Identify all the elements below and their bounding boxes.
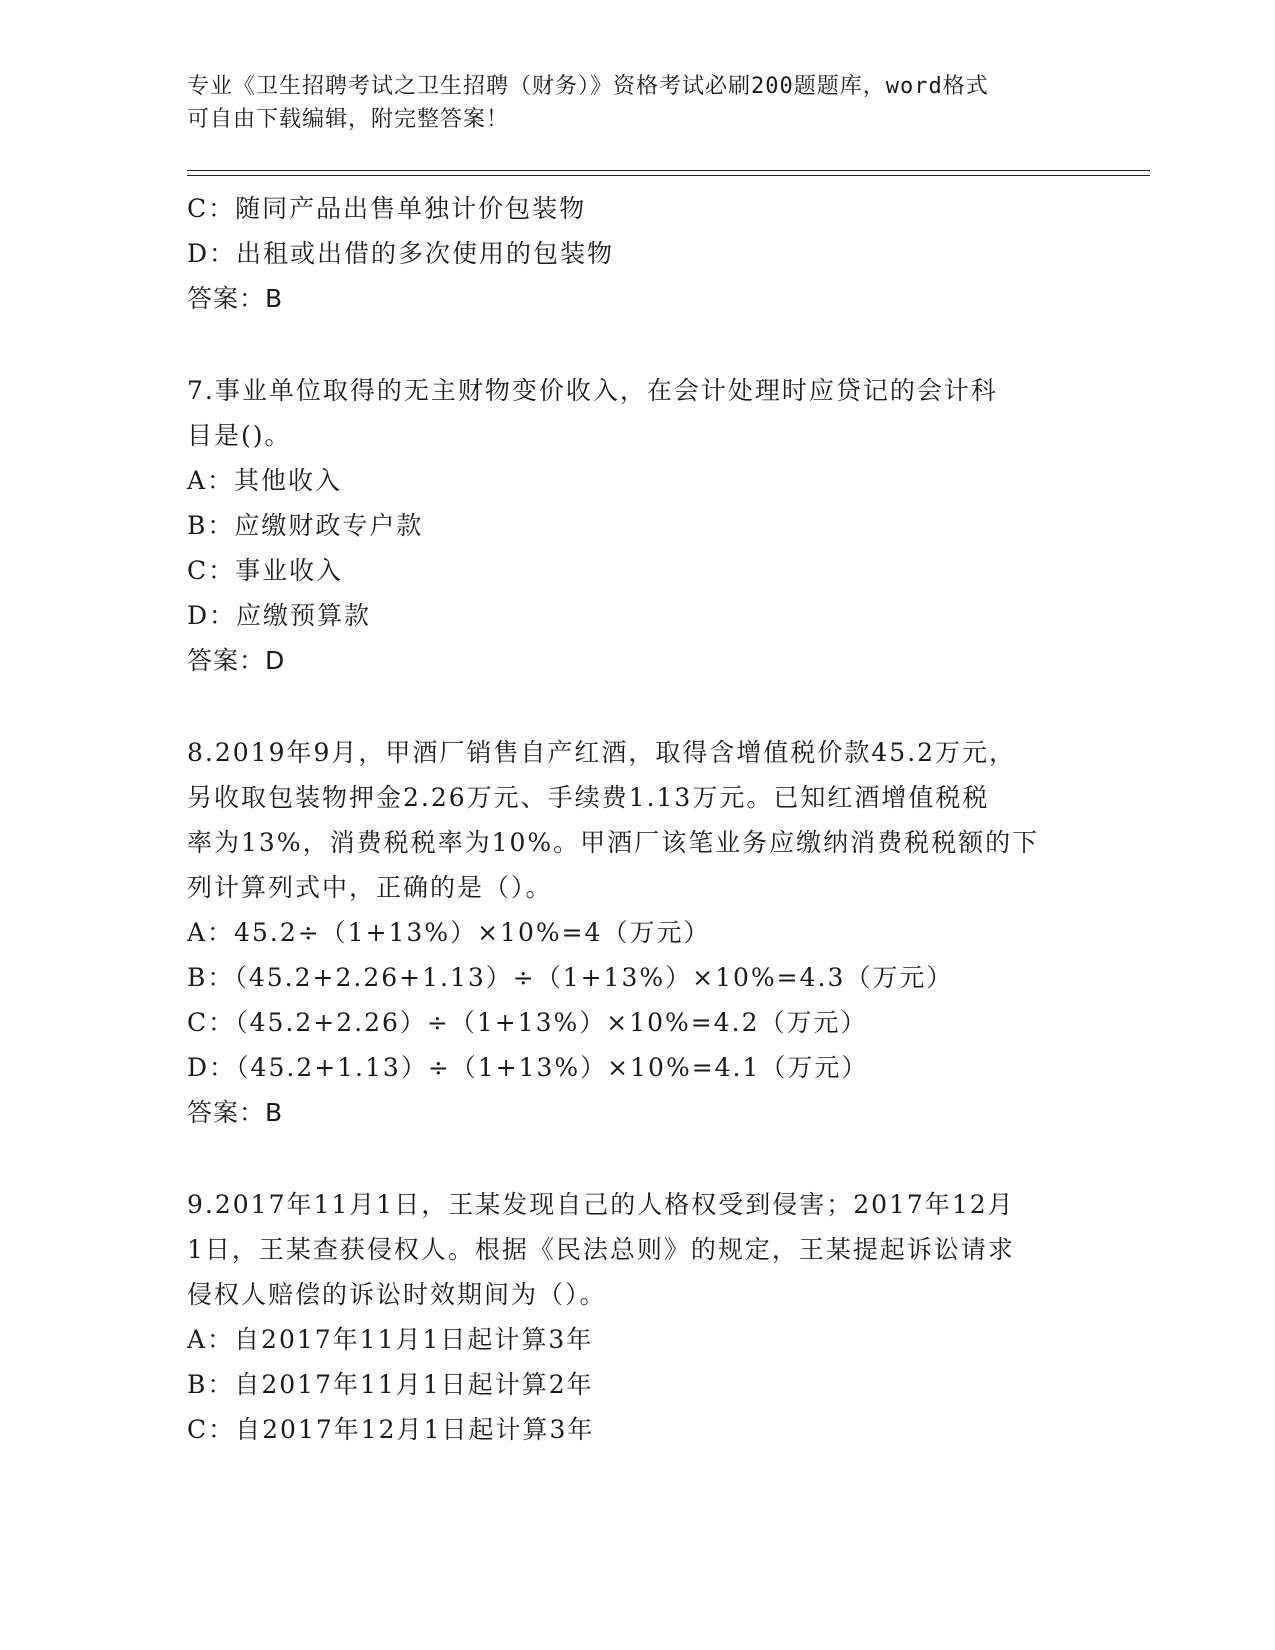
question-text-line: 1日，王某查获侵权人。根据《民法总则》的规定，王某提起诉讼请求 <box>187 1235 1015 1264</box>
option-b: B：自2017年11月1日起计算2年 <box>187 1370 594 1399</box>
answer: 答案：B <box>187 284 284 313</box>
option-c: C：自2017年12月1日起计算3年 <box>187 1415 595 1444</box>
question-text-line: 8.2019年9月，甲酒厂销售自产红酒，取得含增值税价款45.2万元， <box>187 738 1017 767</box>
question-content <box>187 186 1087 1452</box>
question-text-line: 另收取包装物押金2.26万元、手续费1.13万元。已知红酒增值税税 <box>187 783 990 812</box>
question-text-line: 率为13%，消费税税率为10%。甲酒厂该笔业务应缴纳消费税税额的下 <box>187 828 1040 857</box>
question-9 <box>187 1182 1087 1452</box>
option-b: B：（45.2+2.26+1.13）÷（1+13%）×10%=4.3（万元） <box>187 963 954 992</box>
option-c: C：随同产品出售单独计价包装物 <box>187 194 587 223</box>
option-a: A：自2017年11月1日起计算3年 <box>187 1325 594 1354</box>
option-a: A：45.2÷（1+13%）×10%=4（万元） <box>187 918 711 947</box>
question-7 <box>187 368 1087 683</box>
header-rule-top <box>187 170 1150 171</box>
question-8 <box>187 730 1087 1135</box>
answer: 答案：B <box>187 1098 284 1127</box>
question-text-line: 7.事业单位取得的无主财物变价收入，在会计处理时应贷记的会计科 <box>187 376 998 405</box>
answer: 答案：D <box>187 646 286 675</box>
header-rule-bottom <box>187 175 1150 176</box>
option-d: D：应缴预算款 <box>187 601 372 630</box>
option-c: C：事业收入 <box>187 556 344 585</box>
previous-question <box>187 186 1087 321</box>
question-text-line: 列计算列式中，正确的是（）。 <box>187 873 553 902</box>
option-b: B：应缴财政专户款 <box>187 511 424 540</box>
header-title-line-2: 可自由下载编辑，附完整答案！ <box>187 107 510 132</box>
option-c: C：（45.2+2.26）÷（1+13%）×10%=4.2（万元） <box>187 1008 868 1037</box>
page-header <box>187 70 1087 136</box>
question-text-line: 侵权人赔偿的诉讼时效期间为（）。 <box>187 1280 607 1309</box>
question-text-line: 9.2017年11月1日，王某发现自己的人格权受到侵害；2017年12月 <box>187 1190 1015 1219</box>
option-d: D：（45.2+1.13）÷（1+13%）×10%=4.1（万元） <box>187 1053 869 1082</box>
option-a: A：其他收入 <box>187 466 343 495</box>
option-d: D：出租或出借的多次使用的包装物 <box>187 239 615 268</box>
question-text-line: 目是()。 <box>187 421 292 450</box>
header-title-line-1: 专业《卫生招聘考试之卫生招聘（财务）》资格考试必刷200题题库，word格式 <box>187 74 989 99</box>
